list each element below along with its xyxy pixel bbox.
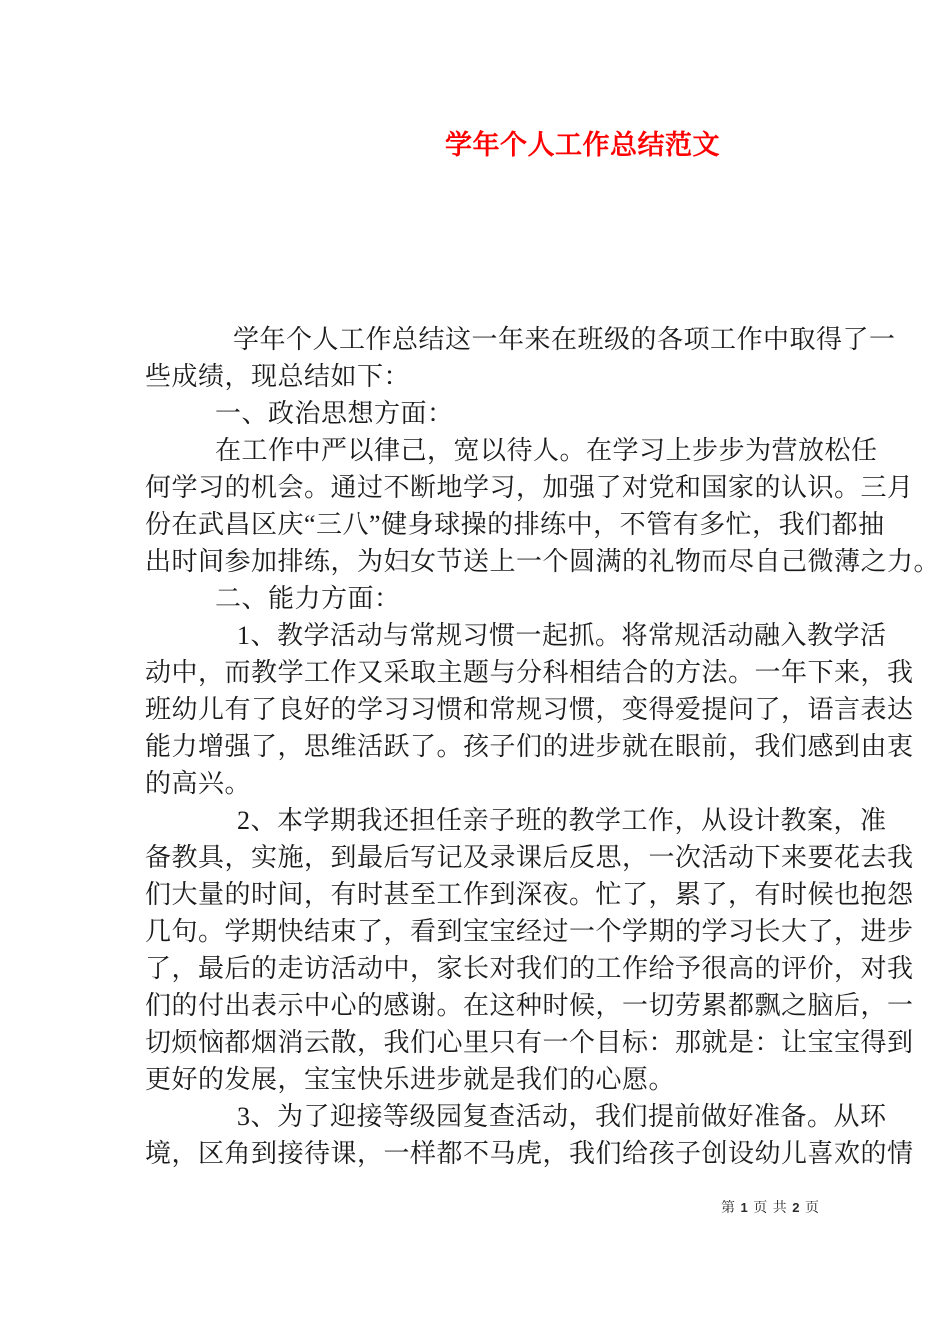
- text-line: 几句。学期快结束了，看到宝宝经过一个学期的学习长大了，进步: [145, 917, 914, 946]
- page-footer: [721, 1199, 820, 1218]
- text-line: 在工作中严以律己，宽以待人。在学习上步步为营放松任: [215, 436, 878, 465]
- footer-suffix: 页: [800, 1201, 820, 1216]
- page-number: 1: [740, 1200, 749, 1215]
- text-line: 动中，而教学工作又采取主题与分科相结合的方法。一年下来，我: [145, 658, 914, 687]
- text-line: 些成绩，现总结如下：: [145, 362, 411, 391]
- text-line: 备教具，实施，到最后写记及录课后反思，一次活动下来要花去我: [145, 843, 914, 872]
- footer-middle: 页 共: [748, 1201, 793, 1216]
- text-line: 一、政治思想方面：: [215, 399, 454, 428]
- text-line: 境，区角到接待课，一样都不马虎，我们给孩子创设幼儿喜欢的情: [145, 1139, 914, 1168]
- text-line: 二、能力方面：: [215, 584, 401, 613]
- text-line: 切烦恼都烟消云散，我们心里只有一个目标：那就是：让宝宝得到: [145, 1028, 914, 1057]
- text-line: 更好的发展，宝宝快乐进步就是我们的心愿。: [145, 1065, 676, 1094]
- text-line: 了，最后的走访活动中，家长对我们的工作给予很高的评价，对我: [145, 954, 914, 983]
- text-line: 份在武昌区庆“三八”健身球操的排练中，不管有多忙，我们都抽: [145, 510, 885, 539]
- text-line: 学年个人工作总结这一年来在班级的各项工作中取得了一: [233, 325, 896, 354]
- text-line: 们大量的时间，有时甚至工作到深夜。忙了，累了，有时候也抱怨: [145, 880, 914, 909]
- text-line: 的高兴。: [145, 769, 252, 798]
- text-line: 出时间参加排练，为妇女节送上一个圆满的礼物而尽自己微薄之力。: [145, 547, 941, 576]
- text-line: 何学习的机会。通过不断地学习，加强了对党和国家的认识。三月: [145, 473, 914, 502]
- total-pages: 2: [792, 1200, 801, 1215]
- text-line: 们的付出表示中心的感谢。在这种时候，一切劳累都飘之脑后，一: [145, 991, 914, 1020]
- text-line: 3、为了迎接等级园复查活动，我们提前做好准备。从环: [237, 1102, 887, 1131]
- text-line: 能力增强了，思维活跃了。孩子们的进步就在眼前，我们感到由衷: [145, 732, 914, 761]
- document-title: 学年个人工作总结范文: [445, 130, 720, 160]
- text-line: 2、本学期我还担任亲子班的教学工作，从设计教案，准: [237, 806, 887, 835]
- text-line: 班幼儿有了良好的学习习惯和常规习惯，变得爱提问了，语言表达: [145, 695, 914, 724]
- footer-prefix: 第: [721, 1201, 741, 1216]
- text-line: 1、教学活动与常规习惯一起抓。将常规活动融入教学活: [237, 621, 887, 650]
- document-body: [145, 321, 941, 1172]
